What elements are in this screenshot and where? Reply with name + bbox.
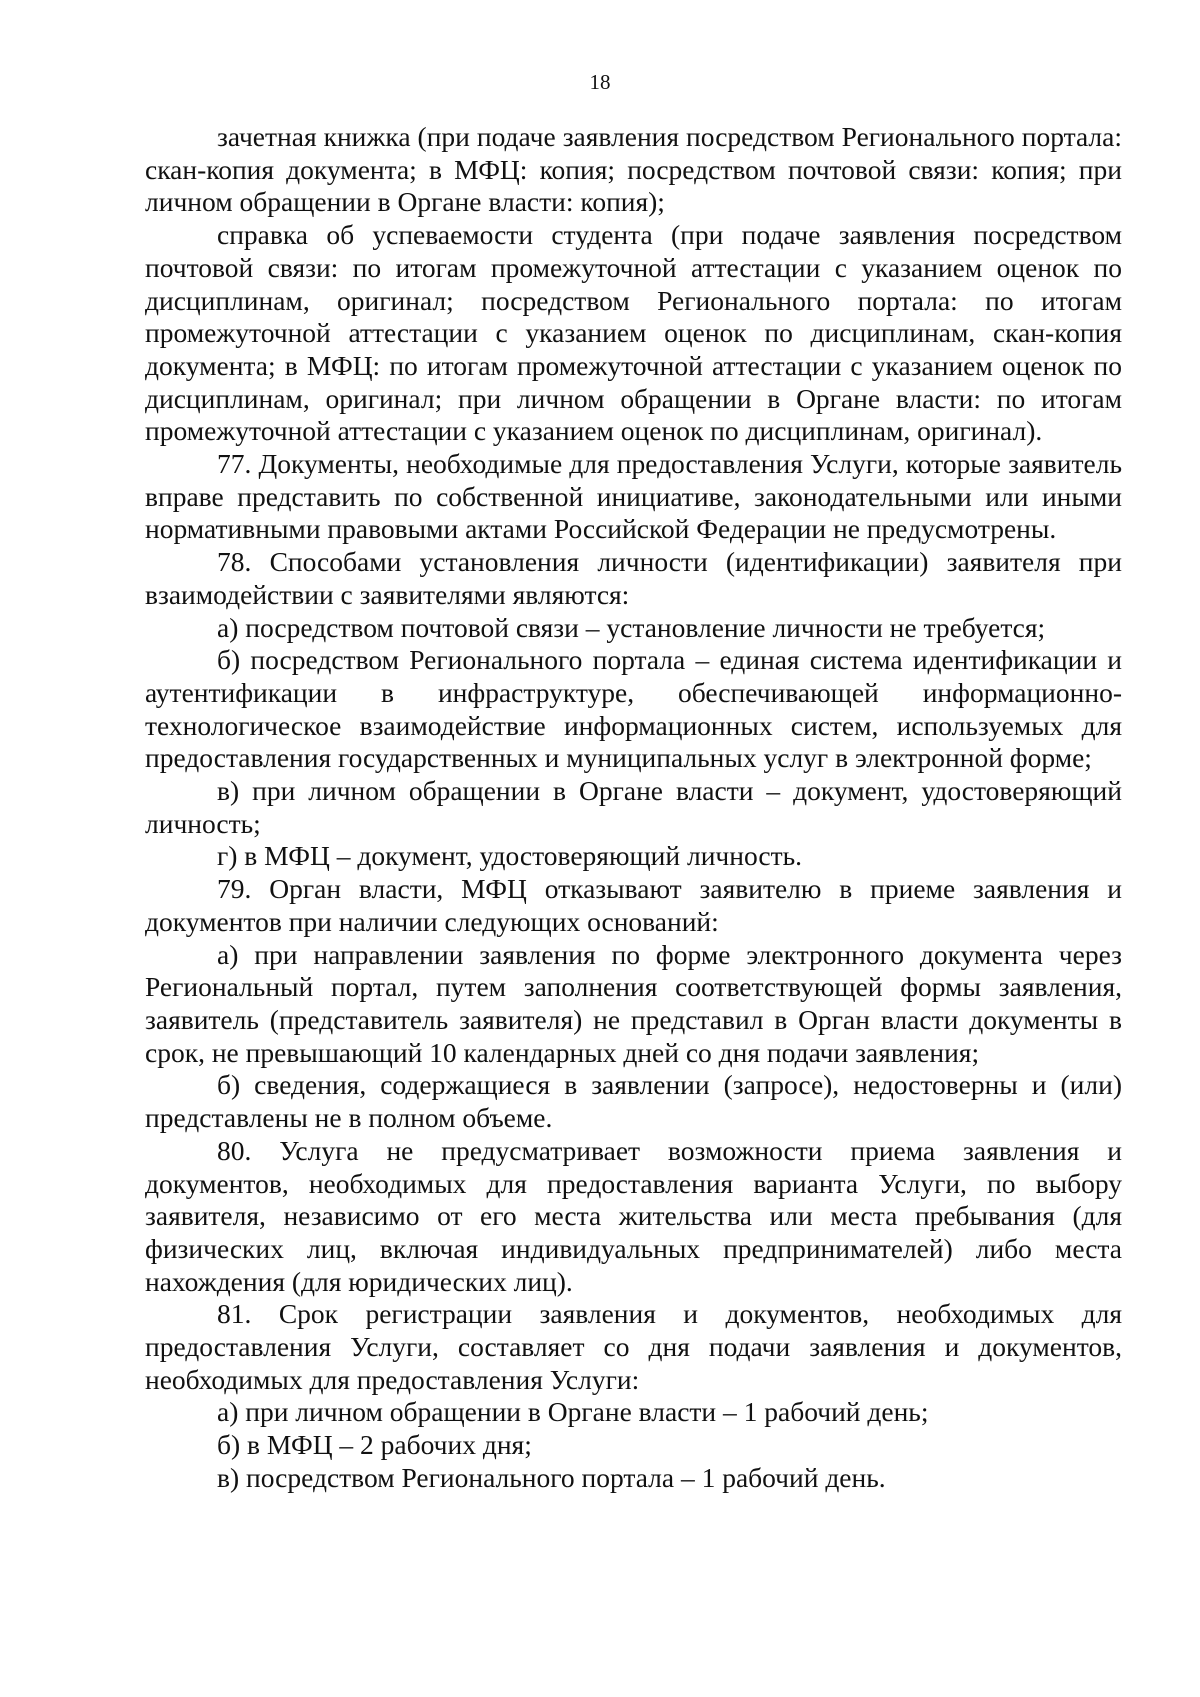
paragraph-record-book: зачетная книжка (при подаче заявления посредством Регионального портала: скан-копия документа; в МФЦ: копия; посредством почтовой связи: копия; при личном обращении в Органе власти: копия); <box>145 121 1122 218</box>
paragraph-81: 81. Срок регистрации заявления и документов, необходимых для предоставления Услуги, составляет со дня подачи заявления и документов, необходимых для предоставления Услуги: <box>145 1298 1122 1395</box>
paragraph-78-v: в) при личном обращении в Органе власти – документ, удостоверяющий личность; <box>145 775 1122 839</box>
page-number: 18 <box>589 70 611 94</box>
paragraph-79: 79. Орган власти, МФЦ отказывают заявителю в приеме заявления и документов при наличии следующих оснований: <box>145 873 1122 937</box>
paragraph-80: 80. Услуга не предусматривает возможности приема заявления и документов, необходимых для предоставления варианта Услуги, по выбору заявителя, независимо от его места жительства или места пребывания (для физических лиц, включая индивидуальных предпринимателей) либо места нахождения (для юридических лиц). <box>145 1134 1122 1297</box>
paragraph-79-b: б) сведения, содержащиеся в заявлении (запросе), недостоверны и (или) представлены не в полном объеме. <box>145 1069 1122 1134</box>
paragraph-78-b: б) посредством Регионального портала – единая система идентификации и аутентификации в инфраструктуре, обеспечивающей информационно-технологическое взаимодействие информационных систем, используемых для предоставления государственных и муниципальных услуг в электронной форме; <box>145 644 1122 774</box>
document-body <box>145 121 1122 1495</box>
paragraph-81-v: в) посредством Регионального портала – 1 рабочий день. <box>217 1461 886 1493</box>
paragraph-78: 78. Способами установления личности (идентификации) заявителя при взаимодействии с заявителями являются: <box>145 546 1122 610</box>
paragraph-77: 77. Документы, необходимые для предоставления Услуги, которые заявитель вправе представить по собственной инициативе, законодательными или иными нормативными правовыми актами Российской Федерации не предусмотрены. <box>145 448 1122 545</box>
paragraph-78-g: г) в МФЦ – документ, удостоверяющий личность. <box>217 840 803 872</box>
paragraph-81-b: б) в МФЦ – 2 рабочих дня; <box>217 1429 532 1461</box>
paragraph-81-a: а) при личном обращении в Органе власти – 1 рабочий день; <box>217 1396 929 1428</box>
paragraph-79-a: а) при направлении заявления по форме электронного документа через Региональный портал, путем заполнения соответствующей формы заявления, заявитель (представитель заявителя) не представил в Орган власти документы в срок, не превышающий 10 календарных дней со дня подачи заявления; <box>145 938 1122 1068</box>
paragraph-academic-certificate: справка об успеваемости студента (при подаче заявления посредством почтовой связи: по итогам промежуточной аттестации с указанием оценок по дисциплинам, оригинал; посредством Регионального портала: по итогам промежуточной аттестации с указанием оценок по дисциплинам, скан-копия документа; в МФЦ: по итогам промежуточной аттестации с указанием оценок по дисциплинам, оригинал; при личном обращении в Органе власти: по итогам промежуточной аттестации с указанием оценок по дисциплинам, оригинал). <box>145 219 1122 447</box>
paragraph-78-a: а) посредством почтовой связи – установление личности не требуется; <box>217 611 1046 643</box>
